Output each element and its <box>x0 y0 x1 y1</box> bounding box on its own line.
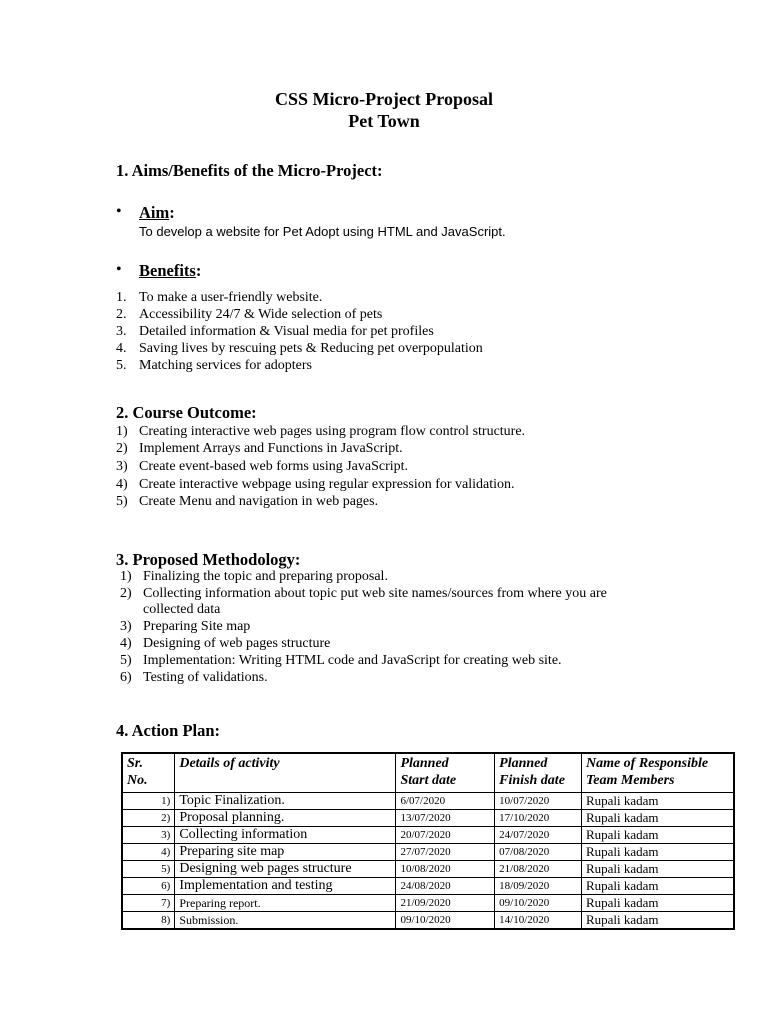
cell-start-date: 21/09/2020 <box>396 895 495 912</box>
section-heading-methodology: 3. Proposed Methodology: <box>116 550 301 569</box>
cell-member: Rupali kadam <box>581 793 734 810</box>
list-number: 1. <box>116 290 127 305</box>
list-number: 3) <box>120 619 132 634</box>
list-number: 1) <box>120 569 132 584</box>
cell-start-date: 27/07/2020 <box>396 844 495 861</box>
cell-finish-date: 07/08/2020 <box>495 844 582 861</box>
cell-sr: 5) <box>122 861 175 878</box>
list-number: 1) <box>116 424 128 439</box>
cell-member: Rupali kadam <box>581 861 734 878</box>
list-item: Create Menu and navigation in web pages. <box>139 494 379 509</box>
list-item: Testing of validations. <box>143 670 268 685</box>
section-heading-course-outcome: 2. Course Outcome: <box>116 403 257 422</box>
list-item: Create interactive webpage using regular expression for validation. <box>139 477 515 492</box>
cell-member: Rupali kadam <box>581 827 734 844</box>
list-item: Create event-based web forms using JavaScript. <box>139 459 409 474</box>
list-number: 4) <box>116 477 128 492</box>
cell-start-date: 20/07/2020 <box>396 827 495 844</box>
cell-member: Rupali kadam <box>581 895 734 912</box>
table-row <box>122 861 734 878</box>
cell-activity: Designing web pages structure <box>175 861 396 878</box>
list-number: 6) <box>120 670 132 685</box>
cell-sr: 2) <box>122 810 175 827</box>
cell-finish-date: 24/07/2020 <box>495 827 582 844</box>
list-item: Creating interactive web pages using program flow control structure. <box>139 424 526 439</box>
cell-activity: Preparing site map <box>175 844 396 861</box>
list-item: Implementation: Writing HTML code and JavaScript for creating web site. <box>143 653 562 668</box>
list-item: Collecting information about topic put web site names/sources from where you are <box>143 586 607 601</box>
cell-start-date: 09/10/2020 <box>396 912 495 930</box>
cell-activity: Submission. <box>175 912 396 930</box>
list-number: 5) <box>120 653 132 668</box>
table-row <box>122 895 734 912</box>
column-header-team-members: Name of Responsible Team Members <box>581 753 734 793</box>
list-item: To make a user-friendly website. <box>139 290 323 305</box>
cell-finish-date: 14/10/2020 <box>495 912 582 930</box>
list-number: 4) <box>120 636 132 651</box>
document-title: CSS Micro-Project Proposal <box>275 89 493 109</box>
list-number: 5) <box>116 494 128 509</box>
cell-finish-date: 10/07/2020 <box>495 793 582 810</box>
column-header-sr-no: Sr. No. <box>122 753 175 793</box>
cell-member: Rupali kadam <box>581 912 734 930</box>
list-item: Saving lives by rescuing pets & Reducing pet overpopulation <box>139 341 483 356</box>
table-row <box>122 912 734 930</box>
table-row <box>122 878 734 895</box>
list-item: Accessibility 24/7 & Wide selection of pets <box>139 307 383 322</box>
list-item: Detailed information & Visual media for pet profiles <box>139 324 434 339</box>
cell-sr: 3) <box>122 827 175 844</box>
column-header-finish-date: Planned Finish date <box>495 753 582 793</box>
list-number: 3. <box>116 324 127 339</box>
action-plan-table <box>121 752 735 930</box>
table-row <box>122 844 734 861</box>
list-item: Implement Arrays and Functions in JavaScript. <box>139 441 403 456</box>
table-row <box>122 793 734 810</box>
cell-member: Rupali kadam <box>581 810 734 827</box>
list-number: 4. <box>116 341 127 356</box>
list-item: Designing of web pages structure <box>143 636 331 651</box>
table-row <box>122 827 734 844</box>
cell-sr: 8) <box>122 912 175 930</box>
cell-activity: Collecting information <box>175 827 396 844</box>
cell-start-date: 24/08/2020 <box>396 878 495 895</box>
section-heading-action-plan: 4. Action Plan: <box>116 721 221 740</box>
cell-start-date: 13/07/2020 <box>396 810 495 827</box>
bullet-icon: • <box>116 203 122 220</box>
cell-sr: 1) <box>122 793 175 810</box>
list-item: Matching services for adopters <box>139 358 312 373</box>
cell-finish-date: 09/10/2020 <box>495 895 582 912</box>
cell-activity: Implementation and testing <box>175 878 396 895</box>
benefits-label: Benefits: <box>139 261 202 280</box>
list-item: Finalizing the topic and preparing proposal. <box>143 569 388 584</box>
cell-sr: 4) <box>122 844 175 861</box>
cell-finish-date: 17/10/2020 <box>495 810 582 827</box>
cell-start-date: 6/07/2020 <box>396 793 495 810</box>
cell-finish-date: 21/08/2020 <box>495 861 582 878</box>
document-subtitle: Pet Town <box>348 111 420 131</box>
list-number: 5. <box>116 358 127 373</box>
list-number: 2) <box>120 586 132 601</box>
cell-sr: 7) <box>122 895 175 912</box>
aim-label: Aim: <box>139 203 175 222</box>
list-item-continuation: collected data <box>143 602 221 617</box>
cell-activity: Proposal planning. <box>175 810 396 827</box>
cell-activity: Preparing report. <box>175 895 396 912</box>
bullet-icon: • <box>116 261 122 278</box>
table-header-row <box>122 753 734 793</box>
column-header-start-date: Planned Start date <box>396 753 495 793</box>
list-item: Preparing Site map <box>143 619 251 634</box>
list-number: 2) <box>116 441 128 456</box>
cell-member: Rupali kadam <box>581 878 734 895</box>
list-number: 3) <box>116 459 128 474</box>
cell-sr: 6) <box>122 878 175 895</box>
table-row <box>122 810 734 827</box>
cell-member: Rupali kadam <box>581 844 734 861</box>
section-heading-aims: 1. Aims/Benefits of the Micro-Project: <box>116 161 383 180</box>
cell-activity: Topic Finalization. <box>175 793 396 810</box>
cell-start-date: 10/08/2020 <box>396 861 495 878</box>
column-header-details: Details of activity <box>175 753 396 793</box>
list-number: 2. <box>116 307 127 322</box>
aim-text: To develop a website for Pet Adopt using HTML and JavaScript. <box>139 224 506 239</box>
cell-finish-date: 18/09/2020 <box>495 878 582 895</box>
